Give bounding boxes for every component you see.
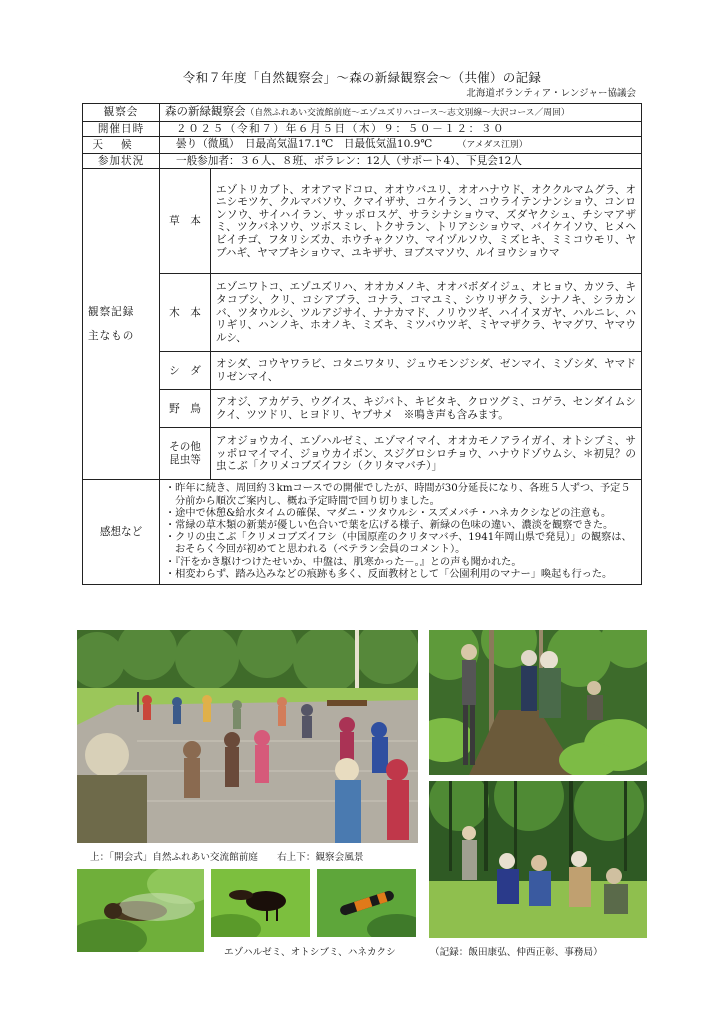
impression-item: ・常緑の草木類の新葉が優しい色合いで葉を広げる様子、新緑の色味の違い、濃淡を観察できた。 [165,519,614,531]
record-table [82,103,642,585]
caption-main: 上：「開会式」自然ふれあい交流館前庭 右上下：観察会風景 [90,852,364,863]
records-label-line2: 主なもの [88,330,135,343]
label-date: 開催日時 [83,121,160,137]
items-tree: エゾニワトコ、エゾユズリハ、オオカメノキ、オオバボダイジュ、オヒョウ、カツラ、キタコブシ、クリ、コシアブラ、コナラ、コマユミ、シウリザクラ、シナノキ、シラカンバ、ツタウルシ、ツルアジサイ、ナナカマド、ノリウツギ、ハイイヌガヤ、ハルニレ、ハリギリ、ハンノキ、ホオノキ、ミズキ、ミツバウツギ、ミヤマザクラ、ヤマグワ、ヤマウルシ、 [211,274,642,352]
weather-note: （アメダス江別） [457,140,528,151]
caption-insects: エゾハルゼミ、オトシブミ、ハネカクシ [224,947,396,958]
label-impressions: 感想など [83,480,160,585]
category-fern: シ ダ [160,352,211,390]
category-bird: 野 鳥 [160,390,211,428]
photo-hanekakushi-image [317,869,416,937]
items-fern: オシダ、コウヤワラビ、コタニワタリ、ジュウモンジシダ、ゼンマイ、ミゾシダ、ヤマドリゼンマイ、 [211,352,642,390]
photo-observation-top-image [429,630,647,775]
value-impressions [160,480,642,585]
photo-opening-ceremony-image [77,630,418,843]
label-records [83,169,160,480]
row-fern [83,352,642,390]
organization-name: 北海道ボランティア・レンジャー協議会 [466,88,636,99]
page-title: 令和７年度「自然観察会」～森の新緑観察会～（共催）の記録 [182,70,542,85]
impression-item: ・『汗をかき駆けつけたせいか、中盤は、肌寒かった－。』との声も聞かれた。 [165,556,522,568]
label-participants: 参加状況 [83,153,160,169]
photo-otoshibumi-image [211,869,310,937]
items-bird: アオジ、アカゲラ、ウグイス、キジバト、キビタキ、クロツグミ、コゲラ、センダイムシクイ、ツツドリ、ヒヨドリ、ヤブサメ ※鳴き声も含みます。 [211,390,642,428]
category-tree: 木 本 [160,274,211,352]
row-weather [83,137,642,154]
items-herb: エゾトリカブト、オオアマドコロ、オオウバユリ、オオハナウド、オククルマムグラ、オニシモツケ、クルマバソウ、クマイザサ、コケイラン、コウライテンナンショウ、コンロンソウ、サイハイラン、サッポロスゲ、サラシナショウマ、ズダヤクシュ、チシマアザミ、ツクバネソウ、ツボスミレ、トクサラン、トリアシショウマ、バイケイソウ、ヒメヘビイチゴ、フタリシズカ、ホウチャクソウ、マイヅルソウ、ミズヒキ、ミミコウモリ、ヤブハギ、ヤマブキショウマ、ユキザサ、ヨブスマソウ、ルイヨウショウマ [211,169,642,274]
row-bird [83,390,642,428]
photo-observation-bottom-image [429,781,647,938]
caption-credit: （記録：飯田康弘、仲西正彰、事務局） [430,947,603,958]
impression-item: ・クリの虫こぶ「クリメコブズイフシ（中国原産のクリタマバチ、1941年岡山県で発見）」の観察は、おそらく今回が初めてと思われる（ベテラン会員のコメント）。 [165,532,632,556]
photo-ezoharuzemi-image [77,869,204,952]
photo-otoshibumi [211,869,310,937]
event-name: 森の新緑観察会 [165,104,246,118]
row-impressions [83,480,642,585]
label-weather: 天候 [83,137,160,154]
photo-observation-bottom [429,781,647,938]
photo-hanekakushi [317,869,416,937]
impression-item: ・途中で休憩&給水タイムの確保、マダニ・ツタウルシ・スズメバチ・ハネカクシなどの注意も。 [165,507,612,519]
category-herb: 草 本 [160,169,211,274]
category-insect-line1: その他 [169,441,201,454]
row-herb [83,169,642,274]
items-insect: アオジョウカイ、エゾハルゼミ、エゾマイマイ、オオカモノアライガイ、オトシブミ、サッポロマイマイ、ジョウカイボン、スジグロシロチョウ、ハナウドゾウムシ、＊初見？の虫こぶ「クリメコブズイフシ（クリタマバチ）」 [211,428,642,480]
event-route: （自然ふれあい交流館前庭～エゾユズリハコース～志文別線～大沢コース／周回） [245,108,570,118]
category-insect [160,428,211,480]
value-event [160,104,642,122]
row-tree [83,274,642,352]
label-event: 観察会 [83,104,160,122]
photo-observation-top [429,630,647,775]
photo-opening-ceremony [77,630,418,843]
value-participants: 一般参加者：３６人、８班、ボラレン：12人（サポート4）、下見会12人 [160,153,642,169]
photo-ezoharuzemi [77,869,204,952]
row-date [83,121,642,137]
value-weather [160,137,642,154]
row-insect [83,428,642,480]
row-event [83,104,642,122]
impression-item: ・昨年に続き、周回約３kmコースでの開催でしたが、時間が30分延長になり、各班５人ずつ、予定５分前から順次ご案内し、概ね予定時間で回り切りました。 [165,483,631,507]
weather-text: 曇り（微風） 日最高気温17.1℃ 日最低気温10.9℃ [176,138,433,151]
category-insect-line2: 昆虫等 [169,453,201,466]
impressions-list [165,481,636,583]
records-label-line1: 観察記録 [88,305,135,318]
row-participants [83,153,642,169]
value-date: ２０２５（令和７）年６月５日（木）９：５０－１２：３０ [160,121,642,137]
impression-item: ・相変わらず、踏み込みなどの痕跡も多く、反面教材として「公園利用のマナー」喚起も行った。 [165,568,613,580]
